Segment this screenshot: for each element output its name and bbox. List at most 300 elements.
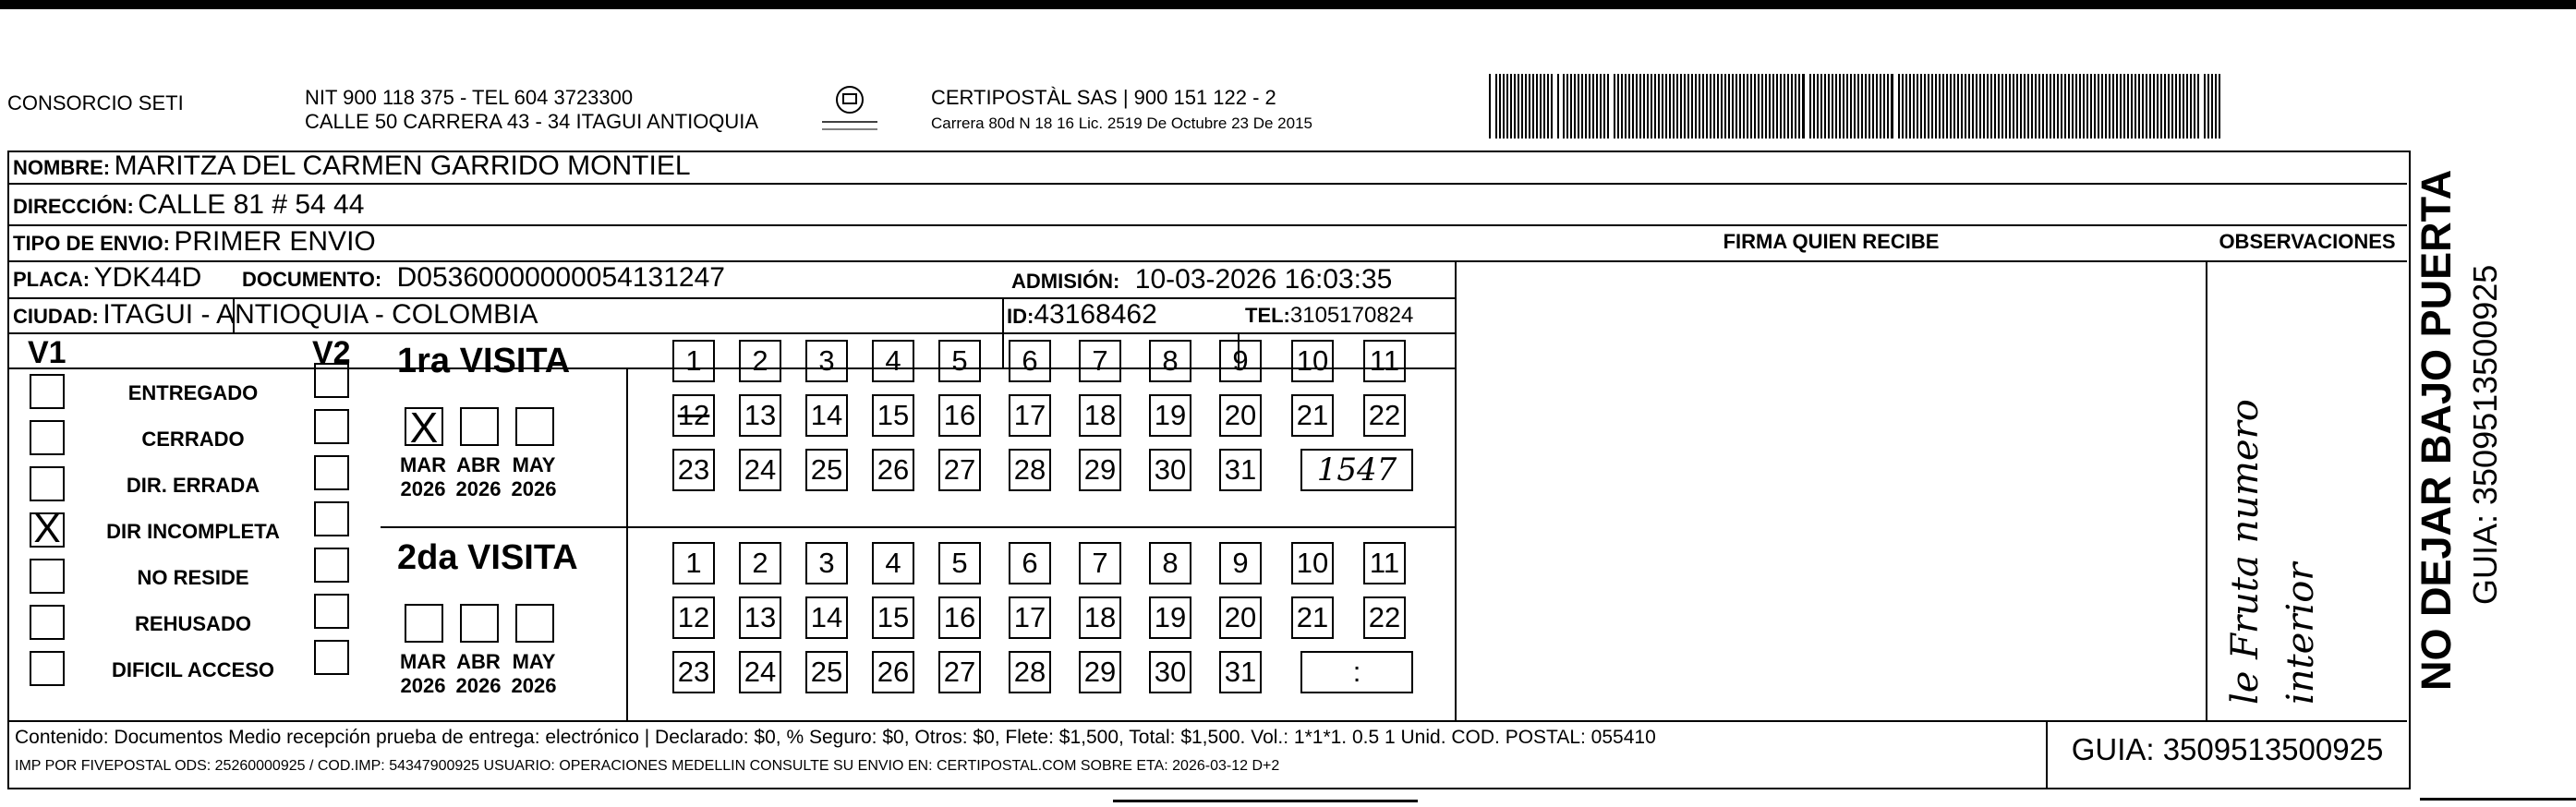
barcode-bar [1942,74,1944,139]
day-box-12[interactable]: 12 [672,394,715,437]
day-box-20[interactable]: 20 [1219,596,1262,639]
barcode-bar [2138,74,2140,139]
barcode-bar [1747,74,1748,139]
side-guia: GUIA: 3509513500925 [2466,264,2504,605]
barcode-bar [1532,74,1534,139]
barcode-bar [1920,74,1922,139]
barcode-bar [1557,74,1559,139]
day-box-6[interactable]: 6 [1009,542,1051,584]
barcode-bar [1769,74,1771,139]
nit-line: NIT 900 118 375 - TEL 604 3723300 [305,86,634,109]
barcode-bar [1662,74,1663,139]
day-box-3[interactable]: 3 [805,542,848,584]
barcode-bar [1795,74,1796,139]
barcode-bar [1625,74,1627,139]
v1-label: V1 [28,335,67,370]
day-box-8[interactable]: 8 [1149,340,1191,382]
barcode-bar [1750,74,1752,139]
barcode-bar [1563,74,1565,139]
barcode-bar [1809,74,1811,139]
day-box-19[interactable]: 19 [1149,394,1191,437]
barcode-bar [2038,74,2040,139]
day-box-14[interactable]: 14 [805,596,848,639]
day-box-26[interactable]: 26 [872,449,914,491]
barcode-bar [1551,74,1553,139]
visit-time-box[interactable]: : [1300,651,1413,693]
barcode-bars [1489,74,2226,139]
barcode-bar [1643,74,1645,139]
barcode-bar [1928,74,1929,139]
v1-checkbox[interactable] [30,420,65,455]
day-box-29[interactable]: 29 [1079,651,1121,693]
barcode-bar [1581,74,1583,139]
barcode-bar [1680,74,1682,139]
obs-divider [2206,260,2207,720]
admision-divider [1002,297,1004,332]
barcode-bar [2123,74,2125,139]
id-divider [1002,332,1004,367]
barcode-bar [1990,74,1992,139]
barcode-bar [2131,74,2133,139]
barcode-bar [2186,74,2188,139]
barcode-bar [1939,74,1941,139]
barcode-bar [1758,74,1760,139]
side-warning: NO DEJAR BAJO PUERTA [2413,169,2460,691]
v2-checkbox[interactable] [314,594,349,629]
barcode-bar [1717,74,1719,139]
barcode [1489,74,2226,139]
day-box-10[interactable]: 10 [1291,542,1334,584]
barcode-bar [2098,74,2099,139]
barcode-bar [1617,74,1619,139]
barcode-bar [1813,74,1815,139]
barcode-bar [1566,74,1568,139]
visit2-title: 2da VISITA [397,538,578,577]
day-box-25[interactable]: 25 [805,651,848,693]
barcode-bar [1684,74,1686,139]
barcode-bar [1946,74,1948,139]
barcode-bar [1691,74,1693,139]
barcode-bar [1647,74,1649,139]
obs-handwriting-line1: le Fruta numero [2224,399,2267,705]
barcode-bar [1846,74,1848,139]
company-name: CONSORCIO SETI [7,91,184,114]
day-box-26[interactable]: 26 [872,651,914,693]
day-box-28[interactable]: 28 [1009,651,1051,693]
barcode-bar [1547,74,1549,139]
barcode-bar [2164,74,2166,139]
month-checkbox[interactable] [515,604,554,643]
barcode-bar [1983,74,1985,139]
barcode-bar [1979,74,1981,139]
status-label: REHUSADO [135,612,251,635]
barcode-bar [2194,74,2195,139]
barcode-bar [2149,74,2151,139]
obs-handwriting-line2: interior [2280,562,2322,705]
barcode-bar [1529,74,1530,139]
day-box-13[interactable]: 13 [739,394,781,437]
barcode-bar [1739,74,1741,139]
day-box-20[interactable]: 20 [1219,394,1262,437]
day-box-13[interactable]: 13 [739,596,781,639]
barcode-bar [1695,74,1697,139]
v1-checkbox[interactable] [30,466,65,501]
barcode-bar [2101,74,2103,139]
barcode-bar [1843,74,1844,139]
v1-checkbox[interactable] [30,605,65,640]
barcode-bar [1589,74,1590,139]
barcode-bar [1902,74,1904,139]
barcode-bar [1961,74,1963,139]
barcode-bar [1950,74,1952,139]
barcode-bar [1798,74,1800,139]
direccion-field [13,189,364,221]
barcode-bar [2183,74,2184,139]
barcode-bar [1699,74,1700,139]
nombre-field [13,151,691,182]
month-checkbox[interactable] [460,604,499,643]
v1-checkbox[interactable] [30,374,65,409]
barcode-bar [1614,74,1615,139]
firma-label: FIRMA QUIEN RECIBE [1723,230,1940,253]
barcode-bar [1820,74,1822,139]
barcode-bar [2215,74,2217,139]
month-checkbox[interactable] [515,407,554,446]
barcode-bar [1754,74,1756,139]
barcode-bar [2219,74,2220,139]
day-box-16[interactable]: 16 [938,596,981,639]
barcode-bar [2057,74,2059,139]
day-box-16[interactable]: 16 [938,394,981,437]
barcode-bar [1835,74,1837,139]
barcode-bar [1570,74,1572,139]
id-field [1007,299,1157,331]
footer-guia: GUIA: 3509513500925 [2071,732,2384,766]
barcode-bar [1632,74,1634,139]
barcode-bar [1850,74,1852,139]
barcode-bar [2157,74,2159,139]
barcode-bar [1743,74,1745,139]
barcode-bar [1784,74,1785,139]
barcode-bar [1510,74,1512,139]
month-year: 2026 [400,477,446,500]
month-year: 2026 [455,674,502,697]
footer-imp: IMP POR FIVEPOSTAL ODS: 25260000925 / COD.IMP: 54347900925 USUARIO: OPERACIONES MEDELLIN CONSULTE SU ENVIO EN: CERTIPOSTAL.COM SOBRE ETA: 2026-03-12 D+2 [15,758,1280,774]
barcode-bar [1518,74,1519,139]
month-name: MAR [399,453,447,476]
day-box-7[interactable]: 7 [1079,340,1121,382]
barcode-bar [1628,74,1630,139]
barcode-bar [1780,74,1782,139]
day-box-19[interactable]: 19 [1149,596,1191,639]
barcode-bar [2024,74,2026,139]
month-checkbox[interactable] [405,604,443,643]
bottom-edge-mark [1113,800,1418,802]
address-line: CALLE 50 CARRERA 43 - 34 ITAGUI ANTIOQUIA [305,110,759,133]
day-box-12[interactable]: 12 [672,596,715,639]
barcode-bar [1968,74,1970,139]
barcode-bar [2211,74,2213,139]
day-box-23[interactable]: 23 [672,651,715,693]
status-label: DIR. ERRADA [126,474,260,497]
barcode-bar [1883,74,1885,139]
barcode-bar [2079,74,2081,139]
ciudad-field [13,299,538,331]
barcode-bar [1965,74,1966,139]
barcode-bar [1987,74,1989,139]
month-checkbox[interactable] [405,404,443,452]
barcode-bar [1728,74,1730,139]
barcode-bar [1772,74,1774,139]
visit1-title: 1ra VISITA [397,342,571,380]
month-year: 2026 [511,674,557,697]
barcode-bar [2112,74,2114,139]
barcode-bar [1499,74,1501,139]
top-edge-band [0,0,2576,9]
documento-label: DOCUMENTO: [242,268,382,291]
barcode-bar [2179,74,2181,139]
certipostal-logo-icon [813,83,887,139]
barcode-bar [1651,74,1652,139]
barcode-bar [2094,74,2096,139]
status-label: ENTREGADO [127,381,259,404]
barcode-bar [1639,74,1641,139]
v2-checkbox[interactable] [314,409,349,444]
barcode-bar [1832,74,1833,139]
barcode-bar [1600,74,1602,139]
barcode-bar [1802,74,1805,139]
barcode-bar [1924,74,1926,139]
v2-checkbox[interactable] [314,455,349,490]
day-box-9[interactable]: 9 [1219,340,1262,382]
barcode-bar [2146,74,2147,139]
barcode-bar [2127,74,2129,139]
barcode-bar [1953,74,1955,139]
barcode-bar [1935,74,1937,139]
barcode-bar [1791,74,1793,139]
barcode-bar [1514,74,1516,139]
v1-checkbox[interactable] [30,651,65,686]
day-box-1[interactable]: 1 [672,340,715,382]
day-box-14[interactable]: 14 [805,394,848,437]
direccion-value: CALLE 81 # 54 44 [138,189,365,220]
barcode-bar [1585,74,1587,139]
tel-value: 3105170824 [1289,303,1414,328]
day-box-21[interactable]: 21 [1291,596,1334,639]
barcode-bar [1824,74,1826,139]
v2-checkbox[interactable] [314,640,349,675]
barcode-bar [2116,74,2118,139]
barcode-bar [2083,74,2085,139]
certipostal-logo [813,83,887,139]
barcode-bar [2086,74,2088,139]
barcode-bar [1536,74,1538,139]
barcode-bar [2160,74,2162,139]
day-box-3[interactable]: 3 [805,340,848,382]
tel-label: TEL: [1245,304,1290,327]
barcode-bar [1489,74,1491,139]
day-box-25[interactable]: 25 [805,449,848,491]
barcode-bar [1578,74,1579,139]
day-box-2[interactable]: 2 [739,340,781,382]
barcode-bar [2020,74,2022,139]
month-year: 2026 [455,477,502,500]
barcode-bar [1540,74,1542,139]
day-box-24[interactable]: 24 [739,651,781,693]
month-name: MAY [512,453,556,476]
barcode-bar [1525,74,1527,139]
barcode-bar [2204,74,2206,139]
barcode-bar [2009,74,2011,139]
month-name: MAR [399,650,447,673]
day-box-22[interactable]: 22 [1363,596,1406,639]
day-box-2[interactable]: 2 [739,542,781,584]
status-label: DIFICIL ACCESO [111,658,274,681]
day-box-18[interactable]: 18 [1079,394,1121,437]
barcode-bar [1872,74,1874,139]
barcode-bar [1931,74,1933,139]
barcode-bar [2171,74,2173,139]
nombre-value: MARITZA DEL CARMEN GARRIDO MONTIEL [114,151,691,181]
month-year: 2026 [511,477,557,500]
barcode-bar [2027,74,2029,139]
barcode-bar [1607,74,1609,139]
certipostal-line: CERTIPOSTÀL SAS | 900 151 122 - 2 [931,86,1276,109]
v2-checkbox[interactable] [314,501,349,536]
day-box-31[interactable]: 31 [1219,651,1262,693]
day-box-4[interactable]: 4 [872,340,914,382]
barcode-bar [1669,74,1671,139]
barcode-bar [2090,74,2092,139]
barcode-bar [2072,74,2074,139]
day-box-29[interactable]: 29 [1079,449,1121,491]
v1-checkbox[interactable] [30,506,65,551]
barcode-bar [2105,74,2107,139]
day-box-27[interactable]: 27 [938,651,981,693]
admision-field [1011,264,1392,295]
day-box-21[interactable]: 21 [1291,394,1334,437]
barcode-bar [1702,74,1704,139]
v2-checkbox[interactable] [314,548,349,583]
status-label: CERRADO [141,428,245,451]
footer-contenido: Contenido: Documentos Medio recepción prueba de entrega: electrónico | Declarado: $0, % Seguro: $0, Otros: $0, Flete: $1,500, Total: $1,500. Vol.: 1*1*1. 0.5 1 Unid. COD. POSTAL: 055410 [15,727,1656,748]
barcode-bar [2190,74,2192,139]
documento-field [242,262,725,294]
v2-checkbox[interactable] [314,363,349,398]
barcode-bar [1861,74,1863,139]
barcode-bar [1787,74,1789,139]
barcode-bar [2042,74,2044,139]
ciudad-value: ITAGUI - ANTIOQUIA - COLOMBIA [103,299,538,330]
month-checkbox[interactable] [460,407,499,446]
day-box-9[interactable]: 9 [1219,542,1262,584]
barcode-bar [1596,74,1598,139]
day-box-22[interactable]: 22 [1363,394,1406,437]
barcode-bar [2153,74,2155,139]
day-box-15[interactable]: 15 [872,596,914,639]
day-box-5[interactable]: 5 [938,340,981,382]
barcode-bar [1972,74,1974,139]
barcode-bar [1592,74,1594,139]
day-box-10[interactable]: 10 [1291,340,1334,382]
barcode-bar [2135,74,2136,139]
barcode-bar [2035,74,2037,139]
barcode-bar [1761,74,1763,139]
barcode-bar [1976,74,1977,139]
barcode-bar [1865,74,1867,139]
day-box-28[interactable]: 28 [1009,449,1051,491]
barcode-bar [2050,74,2051,139]
barcode-bar [1876,74,1878,139]
firma-divider [1455,260,1457,720]
day-box-31[interactable]: 31 [1219,449,1262,491]
barcode-bar [1732,74,1734,139]
admision-value: 10-03-2026 16:03:35 [1134,264,1393,295]
barcode-bar [1839,74,1841,139]
barcode-bar [2207,74,2209,139]
day-box-7[interactable]: 7 [1079,542,1121,584]
barcode-bar [1909,74,1911,139]
barcode-bar [2075,74,2077,139]
nombre-label: NOMBRE: [13,156,111,179]
tipo-label: TIPO DE ENVIO: [13,232,170,255]
day-box-11[interactable]: 11 [1363,542,1406,584]
day-box-18[interactable]: 18 [1079,596,1121,639]
barcode-bar [1713,74,1715,139]
bottom-edge-mark [2420,798,2576,801]
barcode-bar [1994,74,1996,139]
day-box-8[interactable]: 8 [1149,542,1191,584]
day-box-4[interactable]: 4 [872,542,914,584]
day-box-30[interactable]: 30 [1149,651,1191,693]
direccion-label: DIRECCIÓN: [13,195,134,218]
delivery-form [7,151,2411,789]
ciudad-label: CIUDAD: [13,305,99,328]
day-box-27[interactable]: 27 [938,449,981,491]
day-box-11[interactable]: 11 [1363,340,1406,382]
admision-label: ADMISIÓN: [1011,270,1120,293]
id-value: 43168462 [1034,299,1157,330]
day-box-30[interactable]: 30 [1149,449,1191,491]
row-line [9,183,2407,185]
day-box-1[interactable]: 1 [672,542,715,584]
tipo-value: PRIMER ENVIO [174,226,376,257]
visit-time-box[interactable]: 1547 [1300,449,1413,491]
status-label: DIR INCOMPLETA [106,520,280,543]
barcode-bar [1603,74,1605,139]
barcode-bar [1721,74,1723,139]
day-box-17[interactable]: 17 [1009,596,1051,639]
visit-split-line [381,526,1455,528]
month-name: ABR [456,650,501,673]
day-box-24[interactable]: 24 [739,449,781,491]
barcode-bar [1621,74,1623,139]
day-box-23[interactable]: 23 [672,449,715,491]
barcode-bar [2061,74,2062,139]
day-box-15[interactable]: 15 [872,394,914,437]
barcode-bar [1673,74,1675,139]
day-box-6[interactable]: 6 [1009,340,1051,382]
v1-checkbox[interactable] [30,559,65,594]
day-box-17[interactable]: 17 [1009,394,1051,437]
license-line: Carrera 80d N 18 16 Lic. 2519 De Octubre 23 De 2015 [931,114,1312,132]
barcode-bar [1891,74,1893,139]
visit-divider [626,367,628,720]
day-box-5[interactable]: 5 [938,542,981,584]
barcode-bar [1658,74,1660,139]
barcode-bar [1880,74,1881,139]
barcode-bar [1869,74,1870,139]
